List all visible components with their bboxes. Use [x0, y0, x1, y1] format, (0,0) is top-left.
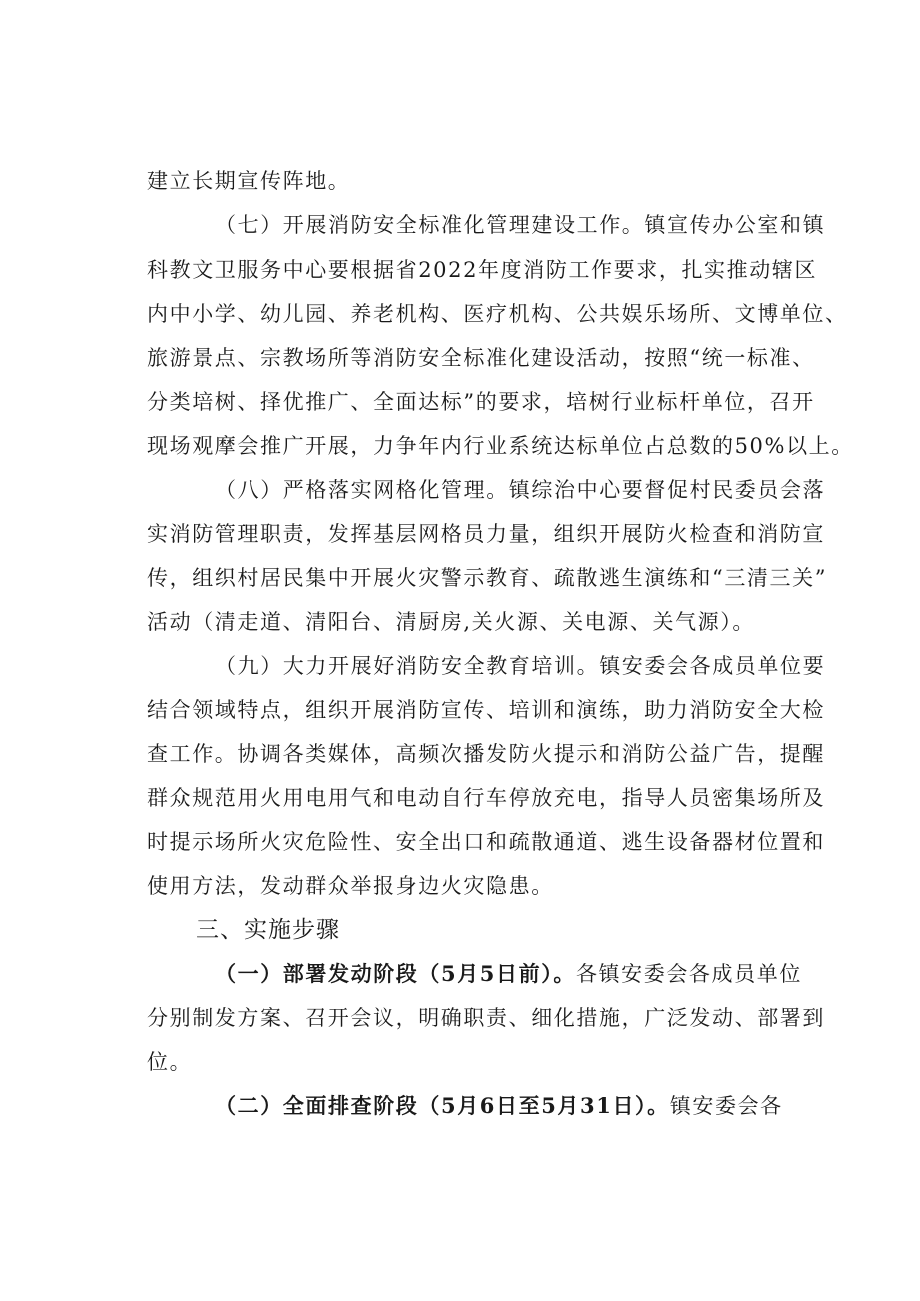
step-1-line: 分别制发方案、召开会议，明确职责、细化措施，广泛发动、部署到 [147, 1006, 825, 1030]
paragraph-7-line: 旅游景点、宗教场所等消防安全标准化建设活动，按照“统一标准、 [147, 346, 815, 370]
paragraph-9-line: 查工作。协调各类媒体，高频次播发防火提示和消防公益广告，提醒 [147, 742, 825, 766]
step-2-title: （二）全面排查阶段（5月6日至5月31日）。 [215, 1093, 670, 1118]
paragraph-9-line: 时提示场所火灾危险性、安全出口和疏散通道、逃生设备器材位置和 [147, 830, 825, 854]
paragraph-8-line: 实消防管理职责，发挥基层网格员力量，组织开展防火检查和消防宣 [147, 522, 825, 546]
paragraph-9-line: 群众规范用火用电用气和电动自行车停放充电，指导人员密集场所及 [147, 786, 825, 810]
paragraph-7-line: 内中小学、幼儿园、养老机构、医疗机构、公共娱乐场所、文博单位、 [147, 302, 848, 326]
section-heading: 三、实施步骤 [196, 917, 340, 943]
step-1-first-line [215, 959, 895, 989]
paragraph-8-line: （八）严格落实网格化管理。镇综治中心要督促村民委员会落 [215, 478, 826, 502]
paragraph-8-line: 传，组织村居民集中开展火灾警示教育、疏散逃生演练和“三清三关” [147, 566, 828, 590]
paragraph-7-line: 现场观摩会推广开展，力争年内行业系统达标单位占总数的50%以上。 [147, 434, 854, 458]
paragraph-8-line: 活动（清走道、清阳台、清厨房,关火源、关电源、关气源）。 [147, 610, 755, 634]
paragraph-continuation: 建立长期宣传阵地。 [147, 169, 351, 193]
paragraph-7-line: 分类培树、择优推广、全面达标”的要求，培树行业标杆单位，召开 [147, 390, 815, 414]
paragraph-7-line: 科教文卫服务中心要根据省2022年度消防工作要求，扎实推动辖区 [147, 258, 818, 282]
paragraph-9-line: 使用方法，发动群众举报身边火灾隐患。 [147, 874, 554, 898]
step-2-first-line [215, 1091, 895, 1121]
step-1-title: （一）部署发动阶段（5月5日前）。 [215, 961, 576, 986]
step-2-text: 镇安委会各 [669, 1094, 783, 1118]
paragraph-7-line: （七）开展消防安全标准化管理建设工作。镇宣传办公室和镇 [215, 213, 826, 237]
step-1-text: 各镇安委会各成员单位 [575, 962, 802, 986]
step-1-line: 位。 [147, 1050, 193, 1074]
paragraph-9-line: 结合领域特点，组织开展消防宣传、培训和演练，助力消防安全大检 [147, 698, 825, 722]
paragraph-9-line: （九）大力开展好消防安全教育培训。镇安委会各成员单位要 [215, 654, 826, 678]
